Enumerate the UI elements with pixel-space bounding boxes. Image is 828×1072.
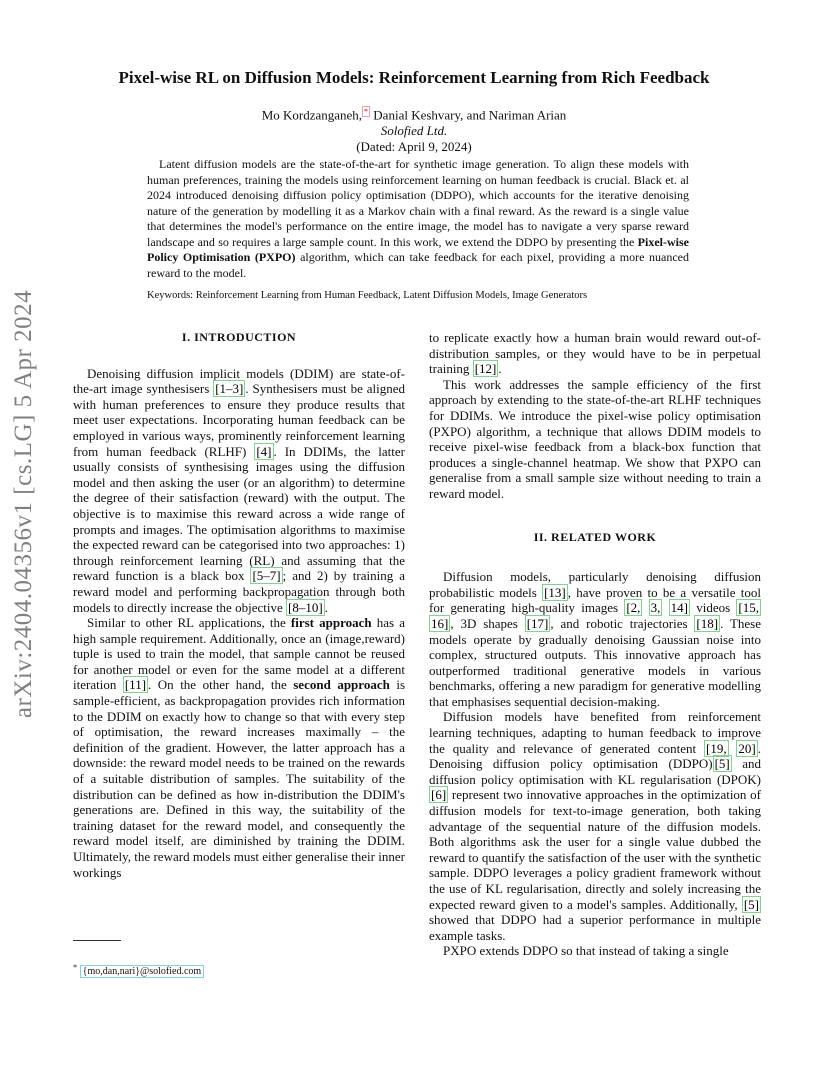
- left-column: [73, 330, 405, 880]
- intro-paragraph-1: Denoising diffusion implicit models (DDIM) are state-of-the-art image synthesisers [1–3] . Synthesisers must be aligned with human preferences to ensure they produce results that meet user expectations. Incorporating human feedback can be employed in various ways, prominently reinforcement learning from human feedback (RLHF) [4] . In DDIMs, the latter usually consists of synthesising images using the diffusion model and then asking the user (or an algorithm) to determine the degree of their satisfaction (reward) with the output. The objective is to maximise this reward across a wide range of prompts and images. The optimisation algorithms to maximise the expected reward can be categorised into two approaches: 1) through reinforcement learning (RL) and assuming that the reward function is a black box [5–7] ; and 2) by training a reward model and performing backpropagation through both models to directly increase the objective [8–10] .: [73, 365, 406, 615]
- section-heading-intro: I. INTRODUCTION: [181, 330, 297, 344]
- arxiv-sidebar-stamp: [4, 289, 44, 719]
- citation-link[interactable]: [11]: [124, 677, 147, 693]
- citation-link[interactable]: [12]: [474, 361, 497, 377]
- citation-link[interactable]: [13]: [544, 584, 566, 600]
- related-paragraph-3: PXPO extends DDPO so that instead of taking a single: [443, 943, 729, 959]
- related-paragraph-2: Diffusion models have benefited from reinforcement learning techniques, adapting to human feedback to improve the quality and relevance of generated content [19, 20] . Denoising diffusion policy optimisation (DDPO) [5] and diffusion policy optimisation with KL regularisation (DPOK)[6] represent two innovative approaches in the optimization of diffusion models for text-to-image generation, both taking advantage of the sequential nature of the diffusion models. Both algorithms ask the user for a single value dubbed the reward to quantify the satisfaction of the user with the synthetic sample. DDPO leverages a policy gradient framework without the use of KL regularisation, directly and solely increasing the expected reward given to a model's samples. Additionally, [5] showed that DDPO had a superior performance in multiple example tasks.: [429, 709, 762, 943]
- abstract-text-end: algorithm, which can take feedback for each pixel, providing a more nuanced reward to the model.: [147, 250, 689, 280]
- email-link[interactable]: {mo,dan,nari}@solofied.com: [80, 965, 205, 978]
- citation-link[interactable]: [19,: [705, 740, 727, 756]
- citation-link[interactable]: 3,: [650, 600, 661, 616]
- abstract: [147, 157, 689, 281]
- citation-link[interactable]: [18]: [696, 615, 719, 631]
- author-first: Mo Kordzanganeh,: [261, 107, 363, 123]
- intro-paragraph-3: This work addresses the sample efficiency of the first approach by extending to the state-of-the-art RLHF techniques for DDIMs. We introduce the pixel-wise policy optimisation (PXPO) algorithm, a technique that allows DDIM models to receive pixel-wise feedback from a black-box function that produces a single-channel heatmap. We show that PXPO can generalise from a small sample size without needing to train a reward model.: [429, 376, 761, 501]
- citation-link[interactable]: [6]: [431, 787, 447, 803]
- related-paragraph-1: Diffusion models, particularly denoising diffusion probabilistic models [13] , have proven to be a versatile tool for generating high-quality images [2, 3, 14] videos [15, 16] , 3D shapes [17] , and robotic trajectories [18] . These models operate by gradually denoising Gaussian noise into complex, structured outputs. This innovative approach has outperformed traditional generative models in various benchmarks, offering a new paradigm for generative modelling that emphasises sequential decision-making.: [429, 569, 762, 709]
- arxiv-id: arXiv:2404.04356v1 [cs.LG] 5 Apr 2024: [10, 289, 38, 719]
- citation-link[interactable]: [8–10]: [287, 599, 323, 615]
- citation-link[interactable]: [15,: [738, 600, 759, 616]
- author-rest: Danial Keshvary, and Nariman Arian: [370, 107, 567, 123]
- footnote-link[interactable]: *: [364, 107, 369, 116]
- citation-link[interactable]: [17]: [526, 615, 549, 631]
- right-column: [429, 330, 761, 959]
- paper-title: Pixel-wise RL on Diffusion Models: Reinforcement Learning from Rich Feedback: [118, 68, 710, 87]
- citation-link[interactable]: 14]: [670, 600, 688, 616]
- abstract-bold: Pixel-wise Policy Optimisation (PXPO): [147, 234, 689, 264]
- abstract-text: Latent diffusion models are the state-of-the-art for synthetic image generation. To align these models with human preferences, training the models using reinforcement learning on human feedback is crucial. Black et. al 2024 introduced denoising diffusion policy optimisation (DDPO), which accounts for the iterative denoising nature of the generation by modelling it as a Markov chain with a final reward. As the reward is a single value that determines the model's performance on the entire image, the model has to navigate a very sparse reward landscape and so requires a large sample count. In this work, we extend the DDPO by presenting the: [147, 157, 689, 249]
- affiliation: Solofied Ltd.: [380, 123, 448, 139]
- citation-link[interactable]: [4]: [256, 443, 272, 459]
- intro-paragraph-2: Similar to other RL applications, the first approach has a high sample requirement. Additionally, once an (image,reward) tuple is used to train the model, that sample cannot be reused for another model or even for the same model at a different iteration [11] . On the other hand, the second approach is sample-efficient, as backpropagation provides rich information to the DDIM on exactly how to change so that with every step of optimisation, the reward increases maximally – the definition of the gradient. However, the latter approach has a downside: the reward model needs to be trained on the rewards of a suitable distribution of samples. The suitability of the distribution can be defined as how in-distribution the DDIM's generations are. Defined in this way, the suitability of the training dataset for the reward model, and consequently the reward model itself, are diminished by training the DDIM. Ultimately, the reward models must either generalise their inner workings: [73, 615, 406, 880]
- author-block: [80, 103, 748, 155]
- footnote: [73, 963, 204, 977]
- citation-link[interactable]: 16]: [431, 615, 449, 631]
- citation-link[interactable]: [5]: [743, 896, 759, 912]
- intro-paragraph-continued: to replicate exactly how a human brain would reward out-of-distribution samples, or they would have to be in perpetual training [12] .: [429, 330, 761, 377]
- section-heading-related-work: II. RELATED WORK: [533, 529, 657, 544]
- citation-link[interactable]: [5–7]: [252, 568, 281, 584]
- citation-link[interactable]: [2,: [626, 600, 641, 616]
- keywords: Keywords: Reinforcement Learning from Human Feedback, Latent Diffusion Models, Image Generators: [147, 290, 588, 301]
- citation-link[interactable]: [5]: [714, 756, 730, 772]
- footnote-rule: [73, 940, 121, 941]
- citation-link[interactable]: 20]: [738, 740, 756, 756]
- footnote-mark: *: [73, 963, 78, 972]
- citation-link[interactable]: [1–3]: [215, 381, 244, 397]
- date-line: (Dated: April 9, 2024): [356, 139, 472, 155]
